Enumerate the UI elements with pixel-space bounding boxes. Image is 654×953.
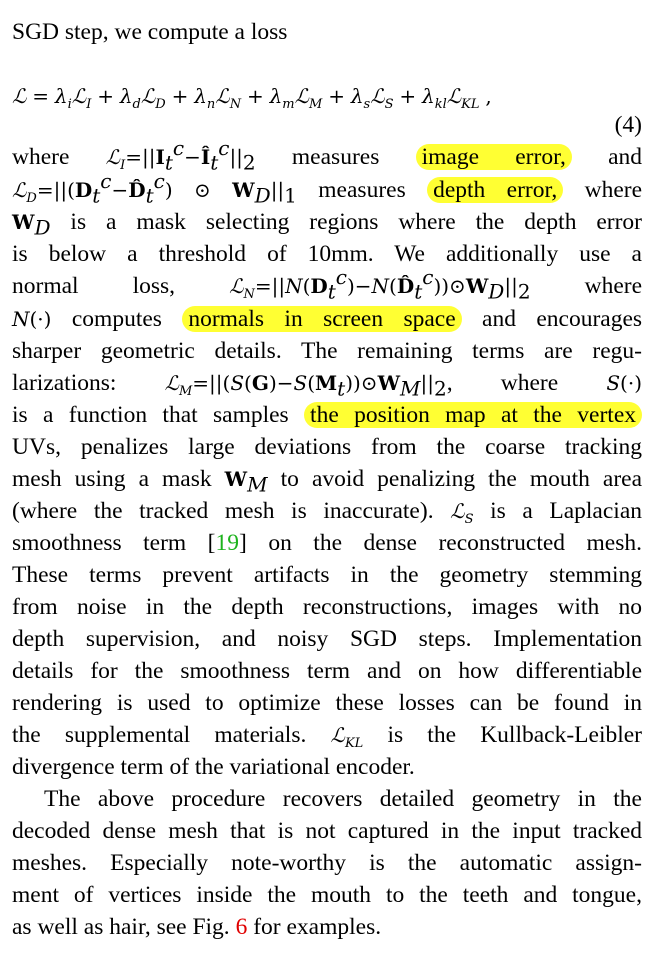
figure-link[interactable]: 6 (235, 914, 248, 940)
highlight-depth-error: depth error, (427, 177, 563, 203)
text-line: the supplemental materials. ℒ$_{KL}$ is the Kullback-Leibler (12, 722, 643, 751)
text-line: is a function that samples the position map at the vertex (12, 399, 642, 431)
text-line: as well as hair, see Fig. 6 for examples. (12, 914, 382, 940)
text-line: The above procedure recovers detailed geometry in the (44, 786, 642, 812)
text-line: is below a threshold of 10mm. We additionally use a (12, 241, 642, 267)
text-line: smoothness term [19] on the dense reconstructed mesh. (12, 530, 642, 556)
equation-number: (4) (614, 112, 642, 138)
text-line: sharper geometric details. The remaining terms are regu- (12, 338, 642, 364)
text-line: depth supervision, and noisy SGD steps. Implementation (12, 626, 642, 652)
text-line: decoded dense mesh that is not captured in the input tracked (12, 818, 642, 844)
highlight-normals: normals in screen space (182, 306, 461, 332)
text-line: where $ℒ_I=||I_t^c-Î_t^c||_2$ measures image error, and (12, 136, 643, 175)
text-line: (where the tracked mesh is inaccurate). ℒ$_S$ is a Laplacian (12, 498, 643, 527)
highlight-image-error: image error, (416, 144, 572, 170)
highlight-position-map: the position map at the vertex (304, 402, 642, 428)
loss-equation: ℒ = $\lambda_iℒ_I$ + $\lambda_dℒ_D$ + $\lambda_nℒ_N$ + $\lambda_mℒ_M$ + $\lambda_sℒ_S$ + $\lambda_{kl}ℒ_{KL}$ , (12, 84, 492, 112)
text-line: UVs, penalizes large deviations from the coarse tracking (12, 434, 642, 460)
text-line: $ℒ_D=||(D_t^c-D̂_t^c)$ ⊙ $W_D||_1$ measures depth error, where (12, 169, 643, 208)
text-line: meshes. Especially note-worthy is the automatic assign- (12, 850, 642, 876)
text-line: larizations: $ℒ_M=||(S(G)-S(M_t))⊙W_M||_2$, where S(·) (12, 370, 642, 401)
intro-line: SGD step, we compute a loss (12, 19, 288, 45)
text-line: mesh using a mask $W_M$ to avoid penalizing the mouth area (12, 466, 643, 497)
text-line: divergence term of the variational encoder. (12, 754, 415, 780)
text-line: from noise in the depth reconstructions, images with no (12, 594, 642, 620)
citation-link[interactable]: 19 (215, 530, 240, 556)
text-line: $W_D$ is a mask selecting regions where the depth error (12, 209, 642, 240)
text-line: These terms prevent artifacts in the geometry stemming (12, 562, 642, 588)
text-line: N(·) computes normals in screen space and encourages (12, 306, 643, 332)
text-line: ment of vertices inside the mouth to the teeth and tongue, (12, 882, 642, 908)
text-line: details for the smoothness term and on how differentiable (12, 658, 642, 684)
text-line: rendering is used to optimize these losses can be found in (12, 690, 642, 716)
text-line: normal loss, $ℒ_N=||N(D_t^c)-N(D̂_t^c))⊙W_D||_2$ where (12, 265, 643, 304)
